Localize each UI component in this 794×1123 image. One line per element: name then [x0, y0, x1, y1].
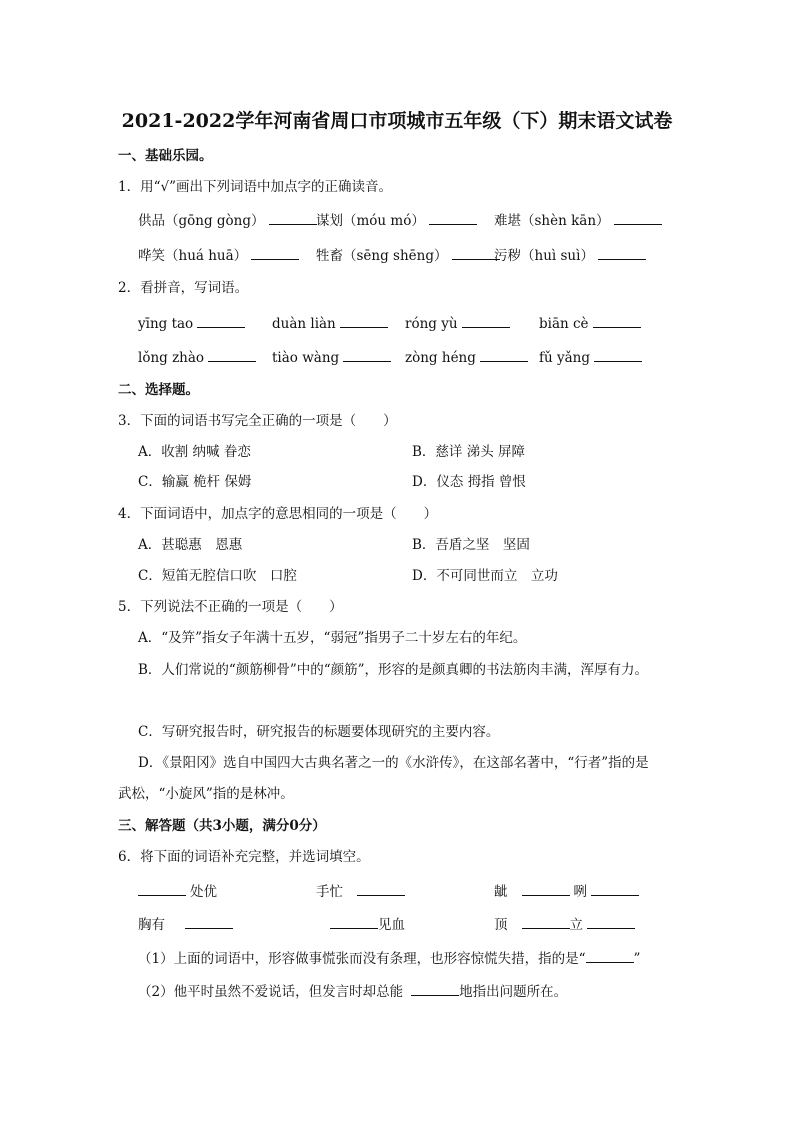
q2-pinyin-item — [539, 313, 645, 333]
q3-option-a[interactable]: A．收割 纳喊 眷恋 — [138, 444, 251, 460]
q6-word-text: 处优 — [190, 884, 217, 900]
q1-item-text: 难堪（shèn kān） — [494, 213, 610, 229]
q1-item-text: 哗笑（huá huā） — [138, 248, 248, 264]
q3-option-d[interactable]: D．仪态 拇指 曾恨 — [412, 474, 526, 490]
answer-blank[interactable] — [357, 881, 405, 896]
pinyin-text: tiào wàng — [272, 350, 340, 366]
q6-subquestion-2 — [138, 981, 567, 1001]
q6-word-item — [316, 881, 409, 901]
pinyin-text: duàn liàn — [272, 316, 336, 332]
answer-blank[interactable] — [185, 914, 233, 929]
q6-word-text: 胸有 — [138, 917, 165, 933]
q6-sub1-text: （1）上面的词语中，形容做事慌张而没有条理，也形容惊慌失措，指的是“ — [138, 951, 586, 967]
q1-item-text: 供品（gōng gòng） — [138, 213, 265, 229]
answer-blank[interactable] — [462, 313, 510, 328]
pinyin-text: róng yù — [405, 316, 458, 332]
q1-item-text: 谋划（móu mó） — [316, 213, 425, 229]
q6-word-item — [494, 881, 643, 901]
q2-pinyin-item — [539, 347, 646, 367]
q6-word-text: 立 — [569, 917, 583, 933]
q6-subquestion-1 — [138, 948, 640, 968]
q6-word-text: 手忙 — [316, 884, 343, 900]
q4-option-b[interactable]: B．吾盾之坚 坚固 — [412, 537, 530, 553]
q4-stem: 4．下面词语中，加点字的意思相同的一项是（ ） — [118, 506, 438, 522]
q5-option-a[interactable]: A．“及笄”指女子年满十五岁，“弱冠”指男子二十岁左右的年纪。 — [138, 630, 527, 646]
q2-pinyin-item — [405, 313, 514, 333]
q6-word-item — [138, 881, 217, 901]
q4-option-c[interactable]: C．短笛无腔信口吹 口腔 — [138, 568, 297, 584]
q2-pinyin-item — [272, 313, 392, 333]
section-heading-answer: 三、解答题（共3小题，满分0分） — [118, 818, 326, 834]
q3-option-c[interactable]: C．输赢 桅杆 保姆 — [138, 474, 252, 490]
q2-pinyin-item — [138, 313, 249, 333]
q6-sub1-close: ” — [633, 951, 641, 967]
pinyin-text: yīng tao — [138, 316, 194, 332]
q5-option-d-line1[interactable]: D．《景阳冈》选自中国四大古典名著之一的《水浒传》，在这部名著中，“行者”指的是 — [138, 755, 649, 771]
page-title: 2021-2022学年河南省周口市项城市五年级（下）期末语文试卷 — [121, 110, 673, 132]
answer-blank[interactable] — [522, 914, 570, 929]
pinyin-text: fǔ yǎng — [539, 350, 590, 366]
q1-item-text: 污秽（huì suì） — [494, 248, 594, 264]
q4-option-a[interactable]: A．甚聪惠 恩惠 — [138, 537, 243, 553]
answer-blank[interactable] — [587, 914, 635, 929]
answer-blank[interactable] — [208, 347, 256, 362]
section-heading-basics: 一、基础乐园。 — [118, 148, 213, 164]
answer-blank[interactable] — [591, 881, 639, 896]
answer-blank[interactable] — [343, 347, 391, 362]
q6-word-item — [494, 914, 639, 934]
q3-stem: 3．下面的词语书写完全正确的一项是（ ） — [118, 413, 397, 429]
section-heading-choice: 二、选择题。 — [118, 382, 199, 398]
q1-stem: 1．用“√”画出下列词语中加点字的正确读音。 — [118, 179, 392, 195]
answer-blank[interactable] — [598, 245, 646, 260]
q6-word-text: 咧 — [573, 884, 587, 900]
q6-stem: 6．将下面的词语补充完整，并选词填空。 — [118, 849, 370, 865]
q6-word-text: 见血 — [378, 917, 405, 933]
q3-option-b[interactable]: B．慈详 涕头 屏障 — [412, 444, 526, 460]
answer-blank[interactable] — [522, 881, 570, 896]
q5-option-b[interactable]: B．人们常说的“颜筋柳骨”中的“颜筋”，形容的是颜真卿的书法筋肉丰满，浑厚有力。 — [138, 662, 649, 678]
answer-blank[interactable] — [330, 914, 378, 929]
q1-item — [138, 210, 321, 230]
q6-sub2-tail: 地指出问题所在。 — [459, 984, 568, 1000]
q6-word-text: 顶 — [494, 917, 508, 933]
q6-sub2-text: （2）他平时虽然不爱说话，但发言时却总能 — [138, 984, 404, 1000]
q1-item-text: 牲畜（sēng shēng） — [316, 248, 448, 264]
q2-pinyin-item — [405, 347, 532, 367]
answer-blank[interactable] — [429, 210, 477, 225]
pinyin-text: biān cè — [539, 316, 589, 332]
answer-blank[interactable] — [614, 210, 662, 225]
answer-blank[interactable] — [251, 245, 299, 260]
q2-stem: 2．看拼音，写词语。 — [118, 280, 249, 296]
answer-blank[interactable] — [197, 313, 245, 328]
answer-blank[interactable] — [269, 210, 317, 225]
q1-item — [494, 210, 666, 230]
q5-option-d-line2: 武松，“小旋风”指的是林冲。 — [118, 786, 294, 802]
q1-item — [316, 210, 481, 230]
answer-blank[interactable] — [480, 347, 528, 362]
answer-blank[interactable] — [138, 881, 186, 896]
q1-item — [316, 245, 504, 265]
answer-blank[interactable] — [411, 981, 459, 996]
answer-blank[interactable] — [452, 245, 500, 260]
q5-stem: 5．下列说法不正确的一项是（ ） — [118, 599, 343, 615]
answer-blank[interactable] — [593, 313, 641, 328]
answer-blank[interactable] — [586, 948, 634, 963]
q2-pinyin-item — [272, 347, 395, 367]
q6-word-text: 龇 — [494, 884, 508, 900]
answer-blank[interactable] — [340, 313, 388, 328]
q4-option-d[interactable]: D．不可同世而立 立功 — [412, 568, 558, 584]
q1-item — [494, 245, 650, 265]
q6-word-item — [330, 914, 405, 934]
q6-word-item — [138, 914, 237, 934]
pinyin-text: zòng héng — [405, 350, 476, 366]
q2-pinyin-item — [138, 347, 260, 367]
pinyin-text: lǒng zhào — [138, 350, 205, 366]
q1-item — [138, 245, 303, 265]
q5-option-c[interactable]: C．写研究报告时，研究报告的标题要体现研究的主要内容。 — [138, 724, 500, 740]
answer-blank[interactable] — [594, 347, 642, 362]
